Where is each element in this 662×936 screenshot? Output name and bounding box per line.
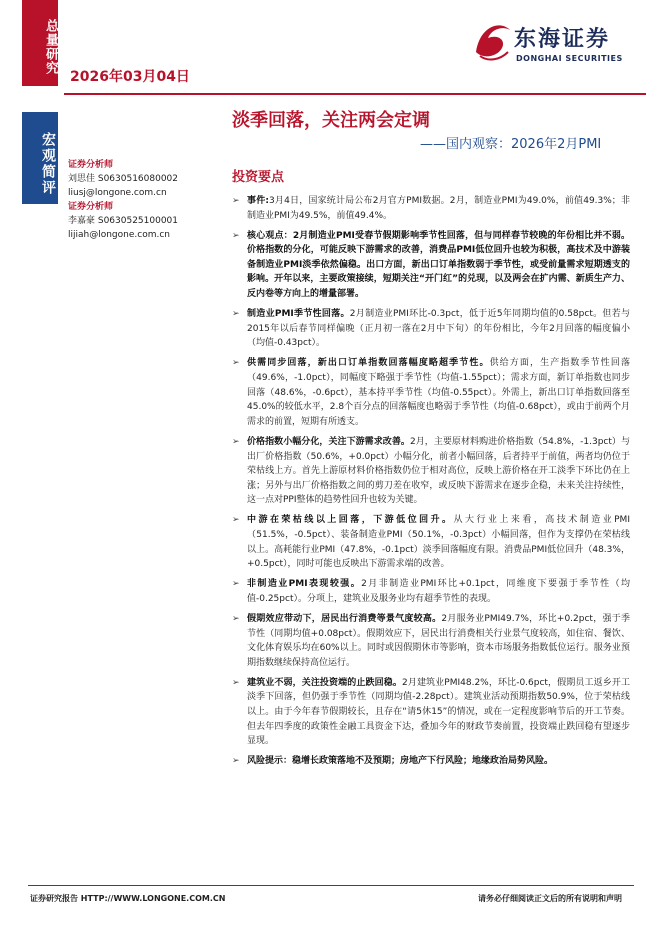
point-text: 2月非制造业PMI环比+0.1pct，同维度下要强于季节性（均值-0.25pct）。分项上，建筑业及服务业均有超季节性的表现。 xyxy=(247,579,631,604)
analyst-info xyxy=(68,158,228,242)
bullet-arrow-icon: ➢ xyxy=(232,579,240,590)
point-lead: 制造业PMI季节性回落。 xyxy=(247,309,350,320)
analyst-role: 证券分析师 xyxy=(68,160,114,170)
sidebar-report-type-label: 宏观简评 xyxy=(22,112,58,204)
analyst-name-id: 刘思佳 S0630516080002 xyxy=(68,174,179,184)
header-divider xyxy=(64,93,646,95)
point-text: 3月4日，国家统计局公布2月官方PMI数据。2月，制造业PMI为49.0%，前值49.3%；非制造业PMI为49.5%，前值49.4%。 xyxy=(247,196,630,221)
list-item xyxy=(232,676,630,749)
sidebar-category-label: 总量研究 xyxy=(22,0,58,86)
list-item xyxy=(232,435,630,508)
report-title: 淡季回落，关注两会定调 xyxy=(232,110,430,131)
point-lead: 假期效应带动下，居民出行消费等景气度较高。 xyxy=(247,613,442,624)
logo-chinese-name: 东海证券 xyxy=(514,26,611,52)
list-item xyxy=(232,229,630,302)
list-item xyxy=(232,577,630,606)
point-lead: 核心观点：2月制造业PMI受春节假期影响季节性回落，但与同样春节较晚的年份相比并不弱。价格指数的分化，可能反映下游需求的改善，消费品PMI低位回升也较为积极，高技术及中游装备制造业PMI淡季依然偏稳。出口方面，新出口订单指数弱于季节性，或受前量需求短期透支的影响。开年以来，主要政策接续，短期关注“开门红”的兑现，以及两会在扩内需、新质生产力、反内卷等方向上的增量部署。 xyxy=(247,230,630,300)
point-text: 2月，主要原材料购进价格指数（54.8%，-1.3pct）与出厂价格指数（50.6%，+0.0pct）小幅分化，前者小幅回落，后者持平于前值，两者均仍位于荣枯线上方。首先上游原材料价格指数仍位于相对高位，反映上游价格在开工淡季下环比仍在上涨；另外与出厂价格指数之间的剪刀差在收窄，或反映下游需求在逐步企稳，未来关注持续性，这一点对PPI整体的趋势性回升也较为关键。 xyxy=(247,436,630,506)
bullet-arrow-icon: ➢ xyxy=(232,756,240,767)
logo-english-name: DONGHAI SECURITIES xyxy=(516,54,623,63)
bullet-arrow-icon: ➢ xyxy=(232,677,240,688)
point-lead: 事件: xyxy=(247,196,269,206)
list-item xyxy=(232,513,630,571)
bullet-arrow-icon: ➢ xyxy=(232,358,240,369)
analyst-email: lijiah@longone.com.cn xyxy=(68,230,170,240)
list-item xyxy=(232,356,630,429)
point-text: 2月制造业PMI环比-0.3pct，低于近5年同期均值的0.58pct。但若与2015年以后春节同样偏晚（正月初一落在2月中下旬）的年份相比，今年2月回落的幅度偏小（均值-0.43pct）。 xyxy=(247,309,631,349)
list-item xyxy=(232,194,630,223)
point-text: 2月服务业PMI49.7%，环比+0.2pct，强于季节性（同期均值+0.08pct）。假期效应下，居民出行消费相关行业景气度较高，如住宿、餐饮、文化体育娱乐均在60%以上。同时或因假期休市等影响，资本市场服务指数低位运行。服务业预期指数继续保持高位运行。 xyxy=(247,613,630,668)
bullet-arrow-icon: ➢ xyxy=(232,309,240,320)
analyst-name-id: 李嘉豪 S0630525100001 xyxy=(68,216,179,226)
footer-website: 证券研究报告 HTTP://WWW.LONGONE.COM.CN xyxy=(30,894,226,903)
list-item xyxy=(232,754,630,769)
list-item xyxy=(232,612,630,670)
key-points-list xyxy=(232,194,630,774)
report-subtitle: ——国内观察：2026年2月PMI xyxy=(420,137,602,152)
bullet-arrow-icon: ➢ xyxy=(232,515,240,526)
point-text: 2月建筑业PMI48.2%，环比-0.6pct，假期员工返乡开工淡季下回落，但仍强于季节性（同期均值-2.28pct）。建筑业活动预期指数50.9%，位于荣枯线以上。由于今年春节假期较长，且存在“请5休15”的情况，或在一定程度影响节后的开工节奏。但去年四季度的政策性金融工具资金下达，叠加今年的财政节奏前置，投资端止跌回稳有望逐步显现。 xyxy=(247,677,630,747)
point-lead: 非制造业PMI表现较强。 xyxy=(247,579,362,590)
point-text: 从大行业上来看，高技术制造业PMI（51.5%，-0.5pct）、装备制造业PMI（50.1%，-0.3pct）小幅回落，但作为支撑仍在荣枯线以上。高耗能行业PMI（47.8%，-0.1pct）淡季回落幅度有限。消费品PMI低位回升（48.3%，+0.5pct），同时可能也反映出下游需求端的改善。 xyxy=(247,515,630,570)
point-text: 供给方面，生产指数季节性回落（49.6%，-1.0pct），同幅度下略强于季节性（均值-1.55pct）；需求方面，新订单指数也同步回落（48.6%，-0.6pct），基本持平季节性（均值-0.55pct）。外需上，新出口订单指数回落至45.0%的较低水平，2.8个百分点的回落幅度也略弱于季节性（均值-0.68pct），或由于前两个月需求的前置，短期有所透支。 xyxy=(247,358,630,427)
section-heading: 投资要点 xyxy=(232,170,285,185)
list-item xyxy=(232,307,630,351)
footer-divider xyxy=(28,885,634,886)
company-logo xyxy=(470,16,640,74)
bullet-arrow-icon: ➢ xyxy=(232,613,240,624)
point-lead: 中游在荣枯线以上回落，下游低位回升。 xyxy=(247,515,454,526)
analyst-2 xyxy=(68,200,228,242)
point-lead: 供需同步回落，新出口订单指数回落幅度略超季节性。 xyxy=(247,358,490,369)
point-lead: 价格指数小幅分化，关注下游需求改善。 xyxy=(247,436,410,447)
report-date: 2026年03月04日 xyxy=(70,69,190,85)
point-lead: 风险提示：稳增长政策落地不及预期；房地产下行风险；地缘政治局势风险。 xyxy=(247,756,554,767)
bullet-arrow-icon: ➢ xyxy=(232,196,240,206)
bullet-arrow-icon: ➢ xyxy=(232,436,240,447)
analyst-email: liusj@longone.com.cn xyxy=(68,188,167,198)
logo-emblem-icon xyxy=(470,16,514,66)
analyst-role: 证券分析师 xyxy=(68,202,114,212)
point-lead: 建筑业不弱，关注投资端的止跌回稳。 xyxy=(247,677,402,688)
footer-disclaimer: 请务必仔细阅读正文后的所有说明和声明 xyxy=(478,894,622,903)
analyst-1 xyxy=(68,158,228,200)
bullet-arrow-icon: ➢ xyxy=(232,230,240,241)
